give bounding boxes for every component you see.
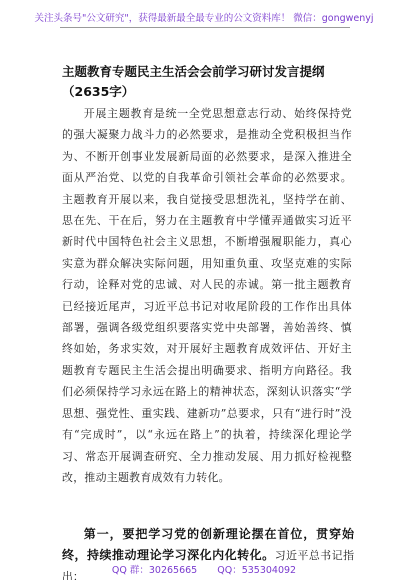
header-divider bbox=[60, 27, 350, 28]
footer-contact bbox=[0, 562, 408, 576]
header-note: 关注头条号"公文研究"，获得最新最全最专业的公文资料库！ 微信：gongwenyj bbox=[34, 13, 374, 24]
qq-number: QQ：535304092 bbox=[217, 565, 297, 576]
document-title: 主题教育专题民主生活会会前学习研讨发言提纲（2635字） bbox=[62, 64, 325, 99]
body-paragraph: 开展主题教育是统一全党思想意志行动、始终保持党的强大凝聚力战斗力的必然要求，是推动全党积极担当作为、不断开创事业发展新局面的必然要求，是深入推进全面从严治党、以党的自我革命引领社会革命的必然要求。主题教育开展以来，我自觉接受思想洗礼，坚持学在前、思在先、干在后，努力在主题教育中学懂弄通做实习近平新时代中国特色社会主义思想，不断增强履职能力，真心实意为群众解决实际问题，用知重负重、攻坚克难的实际行动，诠释对党的忠诚、对人民的赤诚。第一批主题教育已经接近尾声，习近平总书记对收尾阶段的工作作出具体部署，强调各级党组织要落实党中央部署，善始善终、慎终如始，务求实效，对开展好主题教育成效评估、开好主题教育专题民主生活会提出明确要求、指明方向路径。我们必须保持学习永远在路上的精神状态，深刻认识落实“学思想、强党性、重实践、建新功”总要求，只有“进行时”没有“完成时”，以“永远在路上”的执着，持续深化理论学习、常态开展调查研究、全力推动发展、用力抓好检视整改，推动主题教育成效有力转化。 bbox=[62, 107, 352, 484]
section-heading: 第一，要把学习党的创新理论摆在首位，贯穿始终，持续推动理论学习深化内化转化。 bbox=[62, 527, 354, 562]
section-text: 习近平总书记指出： bbox=[62, 549, 354, 580]
qq-group-number: QQ 群：30265665 bbox=[111, 565, 198, 576]
